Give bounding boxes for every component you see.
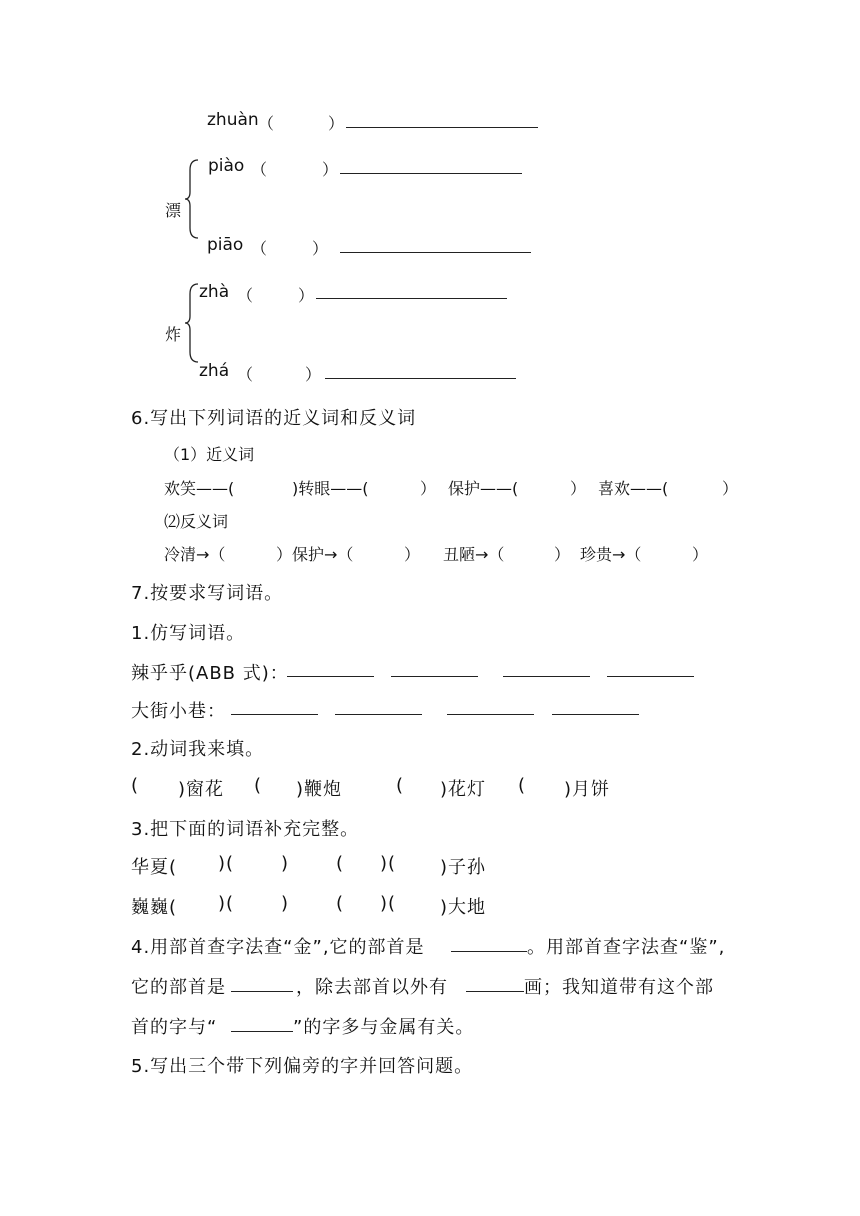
pinyin-zha4: zhà: [199, 282, 230, 302]
answer-line[interactable]: [346, 127, 538, 128]
s4-text: 画；我知道带有这个部: [524, 977, 714, 998]
close-paren: ）: [298, 286, 315, 305]
char-piao: 漂: [165, 201, 182, 220]
close-paren: ）: [328, 114, 345, 133]
synonym-item: 欢笑——(: [164, 479, 235, 498]
s4-text: 4.用部首查字法查“金”,它的部首是: [131, 937, 425, 958]
q6-title: 6.写出下列词语的近义词和反义词: [131, 408, 417, 429]
answer-line[interactable]: [607, 676, 694, 677]
s2-item: )花灯: [440, 779, 487, 800]
pinyin-piao1: piāo: [207, 235, 244, 255]
pinyin-piao4: piào: [208, 156, 245, 176]
answer-line[interactable]: [231, 991, 293, 992]
s4-text: 。用部首查字法查“鉴”,: [527, 937, 726, 958]
open-paren: （: [237, 365, 254, 384]
open-paren: （: [251, 160, 268, 179]
s3-item: )(: [380, 853, 397, 874]
s3-item: 华夏(: [131, 857, 178, 878]
answer-line[interactable]: [325, 378, 516, 379]
s3-item: (: [336, 853, 345, 874]
synonym-item: 喜欢——(: [598, 479, 669, 498]
synonym-item: 保护——(: [448, 479, 519, 498]
s2-item: (: [396, 775, 405, 796]
s3-item: ): [281, 853, 290, 874]
char-zha: 炸: [165, 325, 182, 344]
q7-title: 7.按要求写词语。: [131, 583, 284, 604]
antonym-item: ）: [554, 545, 571, 564]
pinyin-zha2: zhá: [199, 361, 230, 381]
close-paren: ）: [312, 239, 329, 258]
q7-s1-title: 1.仿写词语。: [131, 623, 246, 644]
s2-item: )月饼: [564, 779, 611, 800]
open-paren: （: [258, 114, 275, 133]
open-paren: （: [237, 286, 254, 305]
synonym-item: )转眼——(: [292, 479, 369, 498]
q7-s1-row1-label: 辣乎乎(ABB 式)：: [131, 663, 289, 684]
synonym-item: ）: [420, 479, 437, 498]
answer-line[interactable]: [552, 714, 639, 715]
left-brace-icon: [184, 158, 202, 240]
s2-item: )鞭炮: [296, 779, 343, 800]
s3-item: )大地: [440, 897, 487, 918]
pinyin-zhuan: zhuàn: [207, 110, 259, 130]
s2-item: (: [518, 775, 527, 796]
answer-line[interactable]: [391, 676, 478, 677]
synonym-item: ）: [570, 479, 587, 498]
s3-item: )(: [218, 893, 235, 914]
antonym-item: ）保护→（: [276, 545, 354, 564]
answer-line[interactable]: [340, 252, 531, 253]
close-paren: ）: [322, 160, 339, 179]
answer-line[interactable]: [466, 991, 524, 992]
s3-item: (: [336, 893, 345, 914]
antonym-item: 珍贵→（: [580, 545, 642, 564]
s4-text: ”的字多与金属有关。: [293, 1017, 475, 1038]
s2-item: (: [131, 775, 140, 796]
s3-item: )子孙: [440, 857, 487, 878]
antonym-item: 丑陋→（: [443, 545, 505, 564]
s3-item: )(: [218, 853, 235, 874]
antonym-item: ）: [692, 545, 709, 564]
close-paren: ）: [305, 365, 322, 384]
s2-item: )窗花: [178, 779, 225, 800]
answer-line[interactable]: [340, 173, 522, 174]
s3-item: )(: [380, 893, 397, 914]
synonym-item: ）: [722, 479, 739, 498]
answer-line[interactable]: [231, 1031, 293, 1032]
s4-text: 它的部首是: [131, 977, 226, 998]
s2-item: (: [254, 775, 263, 796]
s4-text: 首的字与“: [131, 1017, 218, 1038]
q6-synonym-label: （1）近义词: [164, 445, 255, 464]
antonym-item: 冷清→（: [164, 545, 226, 564]
antonym-item: ）: [404, 545, 421, 564]
q7-s1-row2-label: 大街小巷：: [131, 701, 226, 722]
answer-line[interactable]: [503, 676, 590, 677]
q7-s3-title: 3.把下面的词语补充完整。: [131, 819, 360, 840]
q7-s2-title: 2.动词我来填。: [131, 739, 265, 760]
answer-line[interactable]: [335, 714, 422, 715]
s3-item: 巍巍(: [131, 897, 178, 918]
answer-line[interactable]: [451, 951, 527, 952]
s3-item: ): [281, 893, 290, 914]
answer-line[interactable]: [287, 676, 374, 677]
q6-antonym-label: ⑵反义词: [164, 512, 229, 531]
q7-s5-title: 5.写出三个带下列偏旁的字并回答问题。: [131, 1056, 474, 1077]
answer-line[interactable]: [316, 298, 507, 299]
answer-line[interactable]: [231, 714, 318, 715]
open-paren: （: [251, 239, 268, 258]
s4-text: ，除去部首以外有: [296, 977, 448, 998]
answer-line[interactable]: [447, 714, 534, 715]
